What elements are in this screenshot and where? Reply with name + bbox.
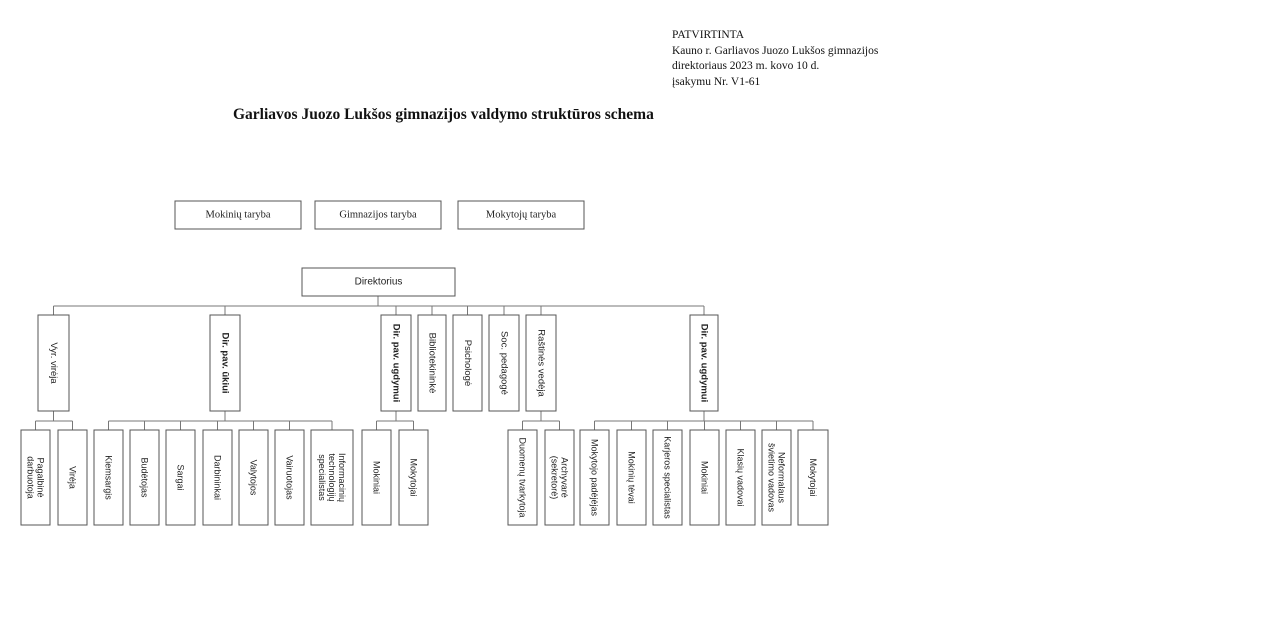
level3-box-18-label: Neformalaus [776, 451, 787, 504]
level3-box-2 [94, 430, 123, 525]
level3-box-16-label: Mokiniai [699, 460, 710, 495]
level2-box-1-label: Dir. pav. ūkiui [219, 332, 231, 394]
level2-box-3-label: Bibliotekininkė [426, 332, 438, 394]
level3-box-6-label: Valytojos [248, 459, 259, 496]
director-box [302, 268, 455, 296]
level2-box-0-label: Vyr. virėja [48, 342, 59, 384]
level3-box-8-label: specialistas [316, 454, 327, 501]
approval-line-2: Kauno r. Garliavos Juozo Lukšos gimnazijos [672, 44, 879, 57]
level2-box-5-label: Soc. pedagogė [498, 331, 510, 395]
level3-box-18 [762, 430, 791, 525]
level2-box-3 [418, 315, 446, 411]
level3-box-14 [617, 430, 646, 525]
level3-box-3-label: Budėtojas [139, 457, 150, 498]
level3-box-0 [21, 430, 50, 525]
level3-box-11 [508, 430, 537, 525]
level3-box-5 [203, 430, 232, 525]
council-box-1 [315, 201, 441, 229]
level3-box-10-label: Mokytojai [408, 458, 419, 497]
level2-box-6 [526, 315, 556, 411]
level3-box-18-label: švietimo vadovas [766, 442, 777, 513]
level3-box-9-label: Mokiniai [371, 460, 382, 495]
level3-box-16 [690, 430, 719, 525]
level2-box-7-label: Dir. pav. ugdymui [698, 323, 710, 403]
level3-box-8-label: Informacinių [337, 452, 348, 503]
level3-box-4-label: Sargai [175, 464, 186, 491]
level3-box-14-label: Mokinių tėvai [626, 451, 637, 504]
level2-box-2-label: Dir. pav. ugdymui [390, 323, 402, 403]
level3-box-8-label: technologijų [327, 453, 337, 502]
level3-box-12 [545, 430, 574, 525]
approval-line-4: įsakymu Nr. V1-61 [672, 75, 761, 88]
approval-line-1: PATVIRTINTA [672, 29, 745, 41]
level3-box-0-label: darbuotoja [25, 456, 36, 499]
level2-box-4 [453, 315, 482, 411]
level2-box-0 [38, 315, 69, 411]
council-box-1-label: Gimnazijos taryba [339, 209, 417, 221]
council-box-0-label: Mokinių taryba [205, 209, 271, 221]
level3-box-2-label: Kiemsargis [103, 455, 114, 500]
level2-box-7 [690, 315, 718, 411]
council-box-2-label: Mokytojų taryba [485, 209, 557, 221]
director-box-label: Direktorius [354, 276, 403, 288]
level3-box-1-label: Virėja [67, 466, 78, 489]
level3-box-15-label: Karjeros specialistas [662, 436, 673, 519]
level3-box-8 [311, 430, 353, 525]
level3-box-15 [653, 430, 682, 525]
level3-box-12-label: (sekretorė) [549, 455, 560, 500]
level2-box-6-label: Raštinės vedėja [535, 329, 547, 397]
level3-box-17 [726, 430, 755, 525]
level2-box-5 [489, 315, 519, 411]
level3-box-7-label: Vairuotojas [284, 455, 295, 500]
level3-box-3 [130, 430, 159, 525]
level3-box-7 [275, 430, 304, 525]
level3-box-13-label: Mokytojo padėjėjas [589, 438, 600, 517]
level3-box-5-label: Darbininkai [212, 454, 223, 501]
level3-box-12-label: Archyvarė [559, 457, 570, 498]
page-title: Garliavos Juozo Lukšos gimnazijos valdymo struktūros schema [233, 106, 654, 123]
council-box-0 [175, 201, 301, 229]
level3-box-11-label: Duomenų tvarkytoja [517, 437, 528, 518]
level3-box-10 [399, 430, 428, 525]
approval-line-3: direktoriaus 2023 m. kovo 10 d. [672, 60, 820, 72]
level2-box-4-label: Psichologė [462, 339, 473, 387]
level3-box-13 [580, 430, 609, 525]
level3-box-17-label: Klasių vadovai [735, 448, 746, 507]
level3-box-4 [166, 430, 195, 525]
level2-box-2 [381, 315, 411, 411]
org-boxes [21, 201, 828, 525]
level3-box-0-label: Pagalbinė [35, 457, 46, 498]
level3-box-9 [362, 430, 391, 525]
level3-box-19-label: Mokytojai [808, 458, 818, 497]
level2-box-1 [210, 315, 240, 411]
council-box-2 [458, 201, 584, 229]
level3-box-19 [798, 430, 828, 525]
level3-box-6 [239, 430, 268, 525]
level3-box-1 [58, 430, 87, 525]
